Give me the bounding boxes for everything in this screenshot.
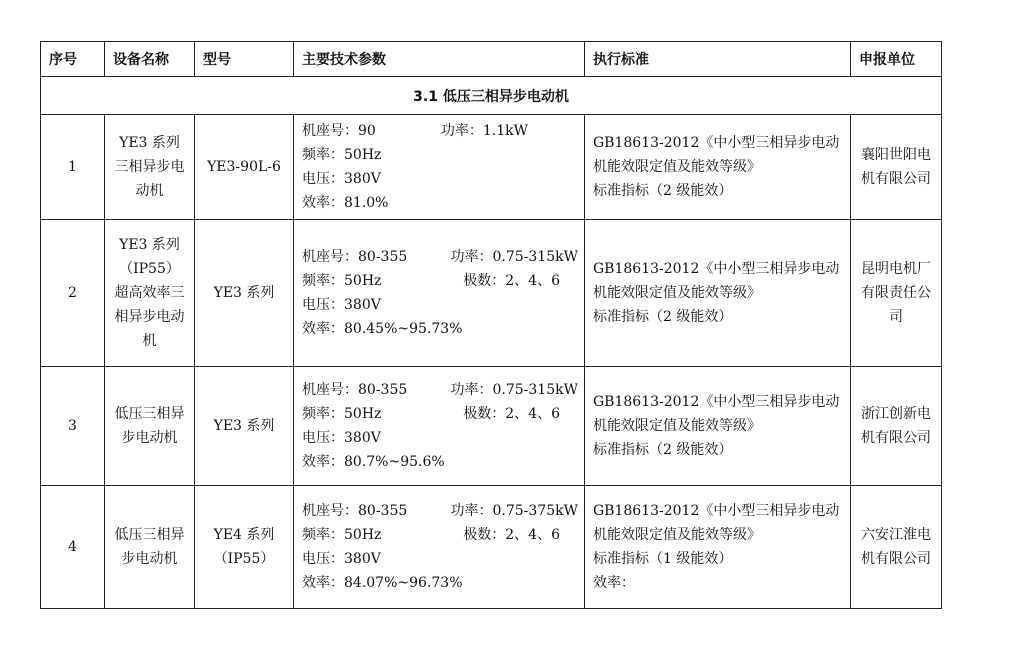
param-left: 效率：81.0%: [302, 195, 389, 211]
param-right: 极数：2、4、6: [463, 406, 560, 422]
header-row: [41, 42, 942, 77]
section-row: [41, 77, 942, 115]
row-number: 4: [41, 486, 105, 609]
param-line: [302, 143, 578, 167]
param-line: [302, 245, 578, 269]
param-right: 极数：2、4、6: [463, 527, 560, 543]
param-left: 电压：380V: [302, 551, 381, 567]
param-left: 机座号：80-355: [302, 382, 408, 398]
standard: [585, 486, 851, 609]
standard-text: GB18613-2012《中小型三相异步电动机能效限定值及能效等级》: [593, 503, 840, 543]
param-left: 频率：50Hz: [302, 527, 382, 543]
param-left: 电压：380V: [302, 430, 381, 446]
param-right: 功率：1.1kW: [440, 123, 528, 139]
param-line: [302, 402, 578, 426]
equipment-table: [40, 41, 942, 609]
param-left: 机座号：90: [302, 123, 376, 139]
param-left: 频率：50Hz: [302, 147, 382, 163]
param-left: 电压：380V: [302, 171, 381, 187]
section-title: 3.1 低压三相异步电动机: [41, 77, 942, 115]
device-name: YE3 系列三相异步电动机: [105, 115, 195, 220]
row-number: 2: [41, 220, 105, 367]
param-left: 效率：80.7%~95.6%: [302, 454, 445, 470]
tech-params: [294, 115, 585, 220]
param-left: 电压：380V: [302, 297, 381, 313]
header-model: 型号: [195, 42, 294, 77]
param-line: [302, 571, 578, 595]
header-no: 序号: [41, 42, 105, 77]
table-row: [41, 367, 942, 486]
param-right: 极数：2、4、6: [463, 273, 560, 289]
param-right: 功率：0.75-315kW: [450, 382, 578, 398]
param-left: 机座号：80-355: [302, 503, 408, 519]
standard-level: 标准指标（2 级能效）: [593, 442, 733, 458]
device-name: YE3 系列（IP55）超高效率三相异步电动机: [105, 220, 195, 367]
param-line: [302, 293, 578, 317]
param-line: [302, 426, 578, 450]
header-standard: 执行标准: [585, 42, 851, 77]
param-line: [302, 547, 578, 571]
tech-params: [294, 220, 585, 367]
applicant-unit: 昆明电机厂有限责任公司: [851, 220, 942, 367]
param-right: 功率：0.75-315kW: [450, 249, 578, 265]
tech-params: [294, 486, 585, 609]
param-line: [302, 167, 578, 191]
header-unit: 申报单位: [851, 42, 942, 77]
standard-efficiency: 效率：: [593, 575, 635, 591]
standard-text: GB18613-2012《中小型三相异步电动机能效限定值及能效等级》: [593, 135, 840, 175]
standard-level: 标准指标（1 级能效）: [593, 551, 733, 567]
param-line: [302, 317, 578, 341]
applicant-unit: 襄阳世阳电机有限公司: [851, 115, 942, 220]
table-row: [41, 220, 942, 367]
table-row: [41, 115, 942, 220]
header-device-name: 设备名称: [105, 42, 195, 77]
param-line: [302, 523, 578, 547]
param-line: [302, 450, 578, 474]
row-number: 1: [41, 115, 105, 220]
header-params: 主要技术参数: [294, 42, 585, 77]
device-name: 低压三相异步电动机: [105, 486, 195, 609]
standard-text: GB18613-2012《中小型三相异步电动机能效限定值及能效等级》: [593, 261, 840, 301]
model: YE3 系列: [195, 220, 294, 367]
param-line: [302, 119, 578, 143]
model: YE3-90L-6: [195, 115, 294, 220]
param-line: [302, 378, 578, 402]
standard: [585, 367, 851, 486]
param-left: 机座号：80-355: [302, 249, 408, 265]
standard-level: 标准指标（2 级能效）: [593, 309, 733, 325]
param-right: 功率：0.75-375kW: [450, 503, 578, 519]
standard-text: GB18613-2012《中小型三相异步电动机能效限定值及能效等级》: [593, 394, 840, 434]
model: YE3 系列: [195, 367, 294, 486]
model: YE4 系列（IP55）: [195, 486, 294, 609]
tech-params: [294, 367, 585, 486]
param-left: 效率：80.45%~95.73%: [302, 321, 463, 337]
applicant-unit: 浙江创新电机有限公司: [851, 367, 942, 486]
standard: [585, 220, 851, 367]
param-left: 频率：50Hz: [302, 406, 382, 422]
param-line: [302, 269, 578, 293]
param-left: 效率：84.07%~96.73%: [302, 575, 463, 591]
param-left: 频率：50Hz: [302, 273, 382, 289]
param-line: [302, 191, 578, 215]
table-row: [41, 486, 942, 609]
standard-level: 标准指标（2 级能效）: [593, 183, 733, 199]
applicant-unit: 六安江淮电机有限公司: [851, 486, 942, 609]
device-name: 低压三相异步电动机: [105, 367, 195, 486]
param-line: [302, 499, 578, 523]
standard: [585, 115, 851, 220]
row-number: 3: [41, 367, 105, 486]
